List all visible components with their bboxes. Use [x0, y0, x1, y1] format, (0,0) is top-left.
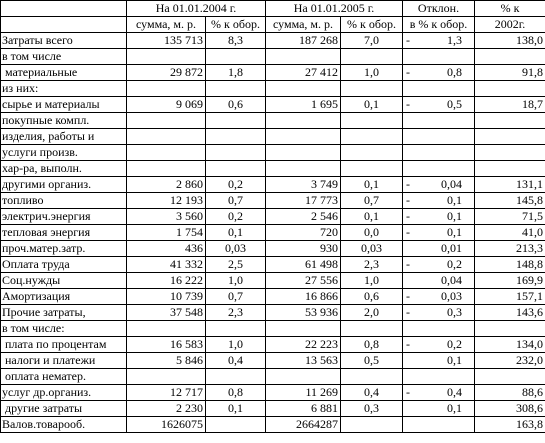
sum-2005: 27 556 — [266, 273, 341, 289]
pct-2004: 8,3 — [206, 33, 266, 49]
deviation-value: 0,1 — [412, 193, 475, 209]
pct-2004 — [206, 81, 266, 97]
pct-2002 — [475, 145, 545, 161]
sum-2004: 2 860 — [127, 177, 206, 193]
sum-2004: 16 583 — [127, 337, 206, 353]
sum-2004: 436 — [127, 241, 206, 257]
pct-2005: 0,4 — [341, 385, 403, 401]
header-2005: На 01.01.2005 г. — [266, 1, 403, 17]
sum-2005: 2664287 — [266, 417, 341, 433]
sum-2004 — [127, 161, 206, 177]
sum-2005 — [266, 49, 341, 65]
deviation-sign — [403, 81, 412, 97]
deviation-value: 0,4 — [412, 385, 475, 401]
sum-2005: 6 881 — [266, 401, 341, 417]
row-label: тепловая энергия — [1, 225, 127, 241]
table-row — [1, 113, 545, 129]
pct-2004: 0,1 — [206, 401, 266, 417]
pct-2004: 2,3 — [206, 305, 266, 321]
deviation-sign — [403, 129, 412, 145]
row-label: Прочие затраты, — [1, 305, 127, 321]
deviation-value: 0,01 — [412, 241, 475, 257]
deviation-sign — [403, 145, 412, 161]
pct-2002: 308,6 — [475, 401, 545, 417]
deviation-value: 0,1 — [412, 225, 475, 241]
deviation-value — [412, 145, 475, 161]
pct-2004: 0,03 — [206, 241, 266, 257]
row-label: из них: — [1, 81, 127, 97]
sum-2004: 1 754 — [127, 225, 206, 241]
deviation-value — [412, 129, 475, 145]
deviation-value: 0,2 — [412, 337, 475, 353]
deviation-sign: - — [403, 65, 412, 81]
sum-2004 — [127, 129, 206, 145]
pct-2004 — [206, 321, 266, 337]
sum-2004 — [127, 113, 206, 129]
sum-2004 — [127, 49, 206, 65]
pct-2004 — [206, 113, 266, 129]
sum-2005 — [266, 81, 341, 97]
pct-2004: 2,5 — [206, 257, 266, 273]
deviation-value: 0,04 — [412, 177, 475, 193]
deviation-sign: - — [403, 33, 412, 49]
header-sum-2004: сумма, м. р. — [127, 17, 206, 33]
pct-2005: 1,0 — [341, 65, 403, 81]
pct-2004 — [206, 417, 266, 433]
table-row — [1, 81, 545, 97]
pct-2002 — [475, 81, 545, 97]
sum-2005: 61 498 — [266, 257, 341, 273]
pct-2004: 0,2 — [206, 209, 266, 225]
pct-2005 — [341, 145, 403, 161]
table-row — [1, 305, 545, 321]
sum-2004: 16 222 — [127, 273, 206, 289]
row-label: Оплата труда — [1, 257, 127, 273]
row-label: налоги и платежи — [1, 353, 127, 369]
deviation-sign: - — [403, 97, 412, 113]
pct-2004 — [206, 49, 266, 65]
header-dev-sub: в % к обор. — [403, 17, 475, 33]
sum-2005: 2 546 — [266, 209, 341, 225]
deviation-value: 0,5 — [412, 97, 475, 113]
row-label: топливо — [1, 193, 127, 209]
pct-2002: 169,9 — [475, 273, 545, 289]
pct-2005: 2,0 — [341, 305, 403, 321]
pct-2004 — [206, 129, 266, 145]
table-row — [1, 209, 545, 225]
row-label: Затраты всего — [1, 33, 127, 49]
pct-2002: 145,8 — [475, 193, 545, 209]
sum-2004 — [127, 321, 206, 337]
sum-2005: 16 866 — [266, 289, 341, 305]
header-year: 2002г. — [475, 17, 545, 33]
pct-2002 — [475, 161, 545, 177]
pct-2004: 1,8 — [206, 65, 266, 81]
pct-2002: 71,5 — [475, 209, 545, 225]
pct-2005 — [341, 321, 403, 337]
deviation-value — [412, 161, 475, 177]
pct-2004 — [206, 161, 266, 177]
pct-2004: 0,8 — [206, 385, 266, 401]
table-row — [1, 353, 545, 369]
table-row — [1, 241, 545, 257]
pct-2004: 0,6 — [206, 97, 266, 113]
pct-2005: 0,8 — [341, 337, 403, 353]
pct-2005: 1,0 — [341, 273, 403, 289]
pct-2005 — [341, 49, 403, 65]
sum-2005: 3 749 — [266, 177, 341, 193]
deviation-value: 0,03 — [412, 289, 475, 305]
sum-2005 — [266, 129, 341, 145]
pct-2002: 138,0 — [475, 33, 545, 49]
deviation-value: 0,8 — [412, 65, 475, 81]
sum-2005 — [266, 369, 341, 385]
pct-2002: 88,6 — [475, 385, 545, 401]
sum-2004: 29 872 — [127, 65, 206, 81]
row-label: Соц.нужды — [1, 273, 127, 289]
sum-2005: 930 — [266, 241, 341, 257]
sum-2004 — [127, 81, 206, 97]
deviation-sign — [403, 353, 412, 369]
sum-2005: 1 695 — [266, 97, 341, 113]
table-row — [1, 145, 545, 161]
sum-2005: 17 773 — [266, 193, 341, 209]
sum-2004: 12 717 — [127, 385, 206, 401]
header-pct-2004: % к обор. — [206, 17, 266, 33]
row-label: оплата нематер. — [1, 369, 127, 385]
pct-2004 — [206, 145, 266, 161]
row-label: Валов.товарооб. — [1, 417, 127, 433]
pct-2002: 143,6 — [475, 305, 545, 321]
pct-2005: 2,3 — [341, 257, 403, 273]
deviation-sign: - — [403, 289, 412, 305]
deviation-value: 0,04 — [412, 273, 475, 289]
pct-2002: 41,0 — [475, 225, 545, 241]
pct-2004 — [206, 369, 266, 385]
table-row — [1, 385, 545, 401]
table-row — [1, 193, 545, 209]
pct-2002: 148,8 — [475, 257, 545, 273]
deviation-sign: - — [403, 193, 412, 209]
sum-2005: 720 — [266, 225, 341, 241]
pct-2004: 0,2 — [206, 177, 266, 193]
row-label: проч.матер.затр. — [1, 241, 127, 257]
pct-2002: 157,1 — [475, 289, 545, 305]
table-row — [1, 321, 545, 337]
deviation-sign: - — [403, 337, 412, 353]
sum-2004: 10 739 — [127, 289, 206, 305]
sum-2005: 53 936 — [266, 305, 341, 321]
deviation-sign — [403, 417, 412, 433]
row-label: сырье и материалы — [1, 97, 127, 113]
sum-2004: 2 230 — [127, 401, 206, 417]
table-row — [1, 129, 545, 145]
sum-2004: 41 332 — [127, 257, 206, 273]
pct-2002 — [475, 369, 545, 385]
row-label: изделия, работы и — [1, 129, 127, 145]
deviation-value: 0,1 — [412, 353, 475, 369]
deviation-value — [412, 49, 475, 65]
pct-2005: 0,1 — [341, 97, 403, 113]
table-row — [1, 49, 545, 65]
table-row — [1, 97, 545, 113]
deviation-value — [412, 417, 475, 433]
pct-2004: 0,7 — [206, 193, 266, 209]
pct-2002: 18,7 — [475, 97, 545, 113]
pct-2005 — [341, 369, 403, 385]
pct-2005: 0,6 — [341, 289, 403, 305]
sum-2004: 5 846 — [127, 353, 206, 369]
pct-2005: 7,0 — [341, 33, 403, 49]
pct-2005: 0,5 — [341, 353, 403, 369]
pct-2005: 0,3 — [341, 401, 403, 417]
sum-2004: 12 193 — [127, 193, 206, 209]
table-row — [1, 33, 545, 49]
row-label: хар-ра, выполн. — [1, 161, 127, 177]
row-label: Амортизация — [1, 289, 127, 305]
deviation-sign — [403, 113, 412, 129]
deviation-value — [412, 81, 475, 97]
deviation-value: 0,1 — [412, 209, 475, 225]
table-row — [1, 401, 545, 417]
pct-2005 — [341, 129, 403, 145]
pct-2002 — [475, 321, 545, 337]
deviation-sign — [403, 273, 412, 289]
table-row — [1, 273, 545, 289]
deviation-sign — [403, 369, 412, 385]
row-label: в том числе: — [1, 321, 127, 337]
table-row — [1, 289, 545, 305]
header-row-top — [1, 1, 545, 17]
header-pct: % к — [475, 1, 545, 17]
pct-2004: 0,4 — [206, 353, 266, 369]
deviation-sign: - — [403, 257, 412, 273]
pct-2002: 213,3 — [475, 241, 545, 257]
pct-2002 — [475, 113, 545, 129]
pct-2005 — [341, 417, 403, 433]
sum-2004: 135 713 — [127, 33, 206, 49]
deviation-value — [412, 369, 475, 385]
row-label: покупные компл. — [1, 113, 127, 129]
table-row — [1, 161, 545, 177]
sum-2004: 1626075 — [127, 417, 206, 433]
sum-2004: 3 560 — [127, 209, 206, 225]
sum-2005: 11 269 — [266, 385, 341, 401]
pct-2004: 0,7 — [206, 289, 266, 305]
deviation-value: 0,3 — [412, 305, 475, 321]
row-label: другими организ. — [1, 177, 127, 193]
pct-2002 — [475, 49, 545, 65]
pct-2005: 0,1 — [341, 177, 403, 193]
header-blank — [1, 1, 127, 17]
pct-2002: 131,1 — [475, 177, 545, 193]
sum-2004: 9 069 — [127, 97, 206, 113]
deviation-value: 0,2 — [412, 257, 475, 273]
deviation-sign — [403, 161, 412, 177]
sum-2005: 13 563 — [266, 353, 341, 369]
header-2004: На 01.01.2004 г. — [127, 1, 266, 17]
sum-2005: 187 268 — [266, 33, 341, 49]
header-blank-sub — [1, 17, 127, 33]
sum-2005: 22 223 — [266, 337, 341, 353]
deviation-value: 1,3 — [412, 33, 475, 49]
sum-2004: 37 548 — [127, 305, 206, 321]
deviation-sign — [403, 321, 412, 337]
row-label: в том числе — [1, 49, 127, 65]
header-pct-2005: % к обор. — [341, 17, 403, 33]
table-row — [1, 417, 545, 433]
header-row-sub — [1, 17, 545, 33]
row-label: другие затраты — [1, 401, 127, 417]
row-label: услуг др.организ. — [1, 385, 127, 401]
header-sum-2005: сумма, м. р. — [266, 17, 341, 33]
pct-2005: 0,7 — [341, 193, 403, 209]
pct-2002: 91,8 — [475, 65, 545, 81]
pct-2002: 134,0 — [475, 337, 545, 353]
deviation-sign — [403, 49, 412, 65]
sum-2005 — [266, 145, 341, 161]
sum-2005 — [266, 321, 341, 337]
deviation-sign — [403, 401, 412, 417]
pct-2005: 0,03 — [341, 241, 403, 257]
pct-2005 — [341, 81, 403, 97]
pct-2002: 232,0 — [475, 353, 545, 369]
sum-2005 — [266, 113, 341, 129]
row-label: услуги произв. — [1, 145, 127, 161]
row-label: электрич.энергия — [1, 209, 127, 225]
pct-2004: 1,0 — [206, 337, 266, 353]
pct-2005: 0,1 — [341, 209, 403, 225]
table-body — [1, 33, 545, 433]
header-deviation: Отклон. — [403, 1, 475, 17]
deviation-sign: - — [403, 305, 412, 321]
deviation-value — [412, 113, 475, 129]
pct-2005: 0,0 — [341, 225, 403, 241]
table-row — [1, 65, 545, 81]
pct-2004: 0,1 — [206, 225, 266, 241]
pct-2002 — [475, 129, 545, 145]
deviation-sign: - — [403, 385, 412, 401]
deviation-sign: - — [403, 177, 412, 193]
row-label: плата по процентам — [1, 337, 127, 353]
deviation-value: 0,1 — [412, 401, 475, 417]
table-row — [1, 257, 545, 273]
sum-2004 — [127, 369, 206, 385]
table-row — [1, 369, 545, 385]
deviation-sign: - — [403, 225, 412, 241]
table-row — [1, 177, 545, 193]
deviation-value — [412, 321, 475, 337]
deviation-sign — [403, 241, 412, 257]
pct-2005 — [341, 161, 403, 177]
table-row — [1, 337, 545, 353]
row-label: материальные — [1, 65, 127, 81]
sum-2005 — [266, 161, 341, 177]
pct-2005 — [341, 113, 403, 129]
deviation-sign: - — [403, 209, 412, 225]
sum-2004 — [127, 145, 206, 161]
pct-2004: 1,0 — [206, 273, 266, 289]
table-row — [1, 225, 545, 241]
sum-2005: 27 412 — [266, 65, 341, 81]
pct-2002: 163,8 — [475, 417, 545, 433]
